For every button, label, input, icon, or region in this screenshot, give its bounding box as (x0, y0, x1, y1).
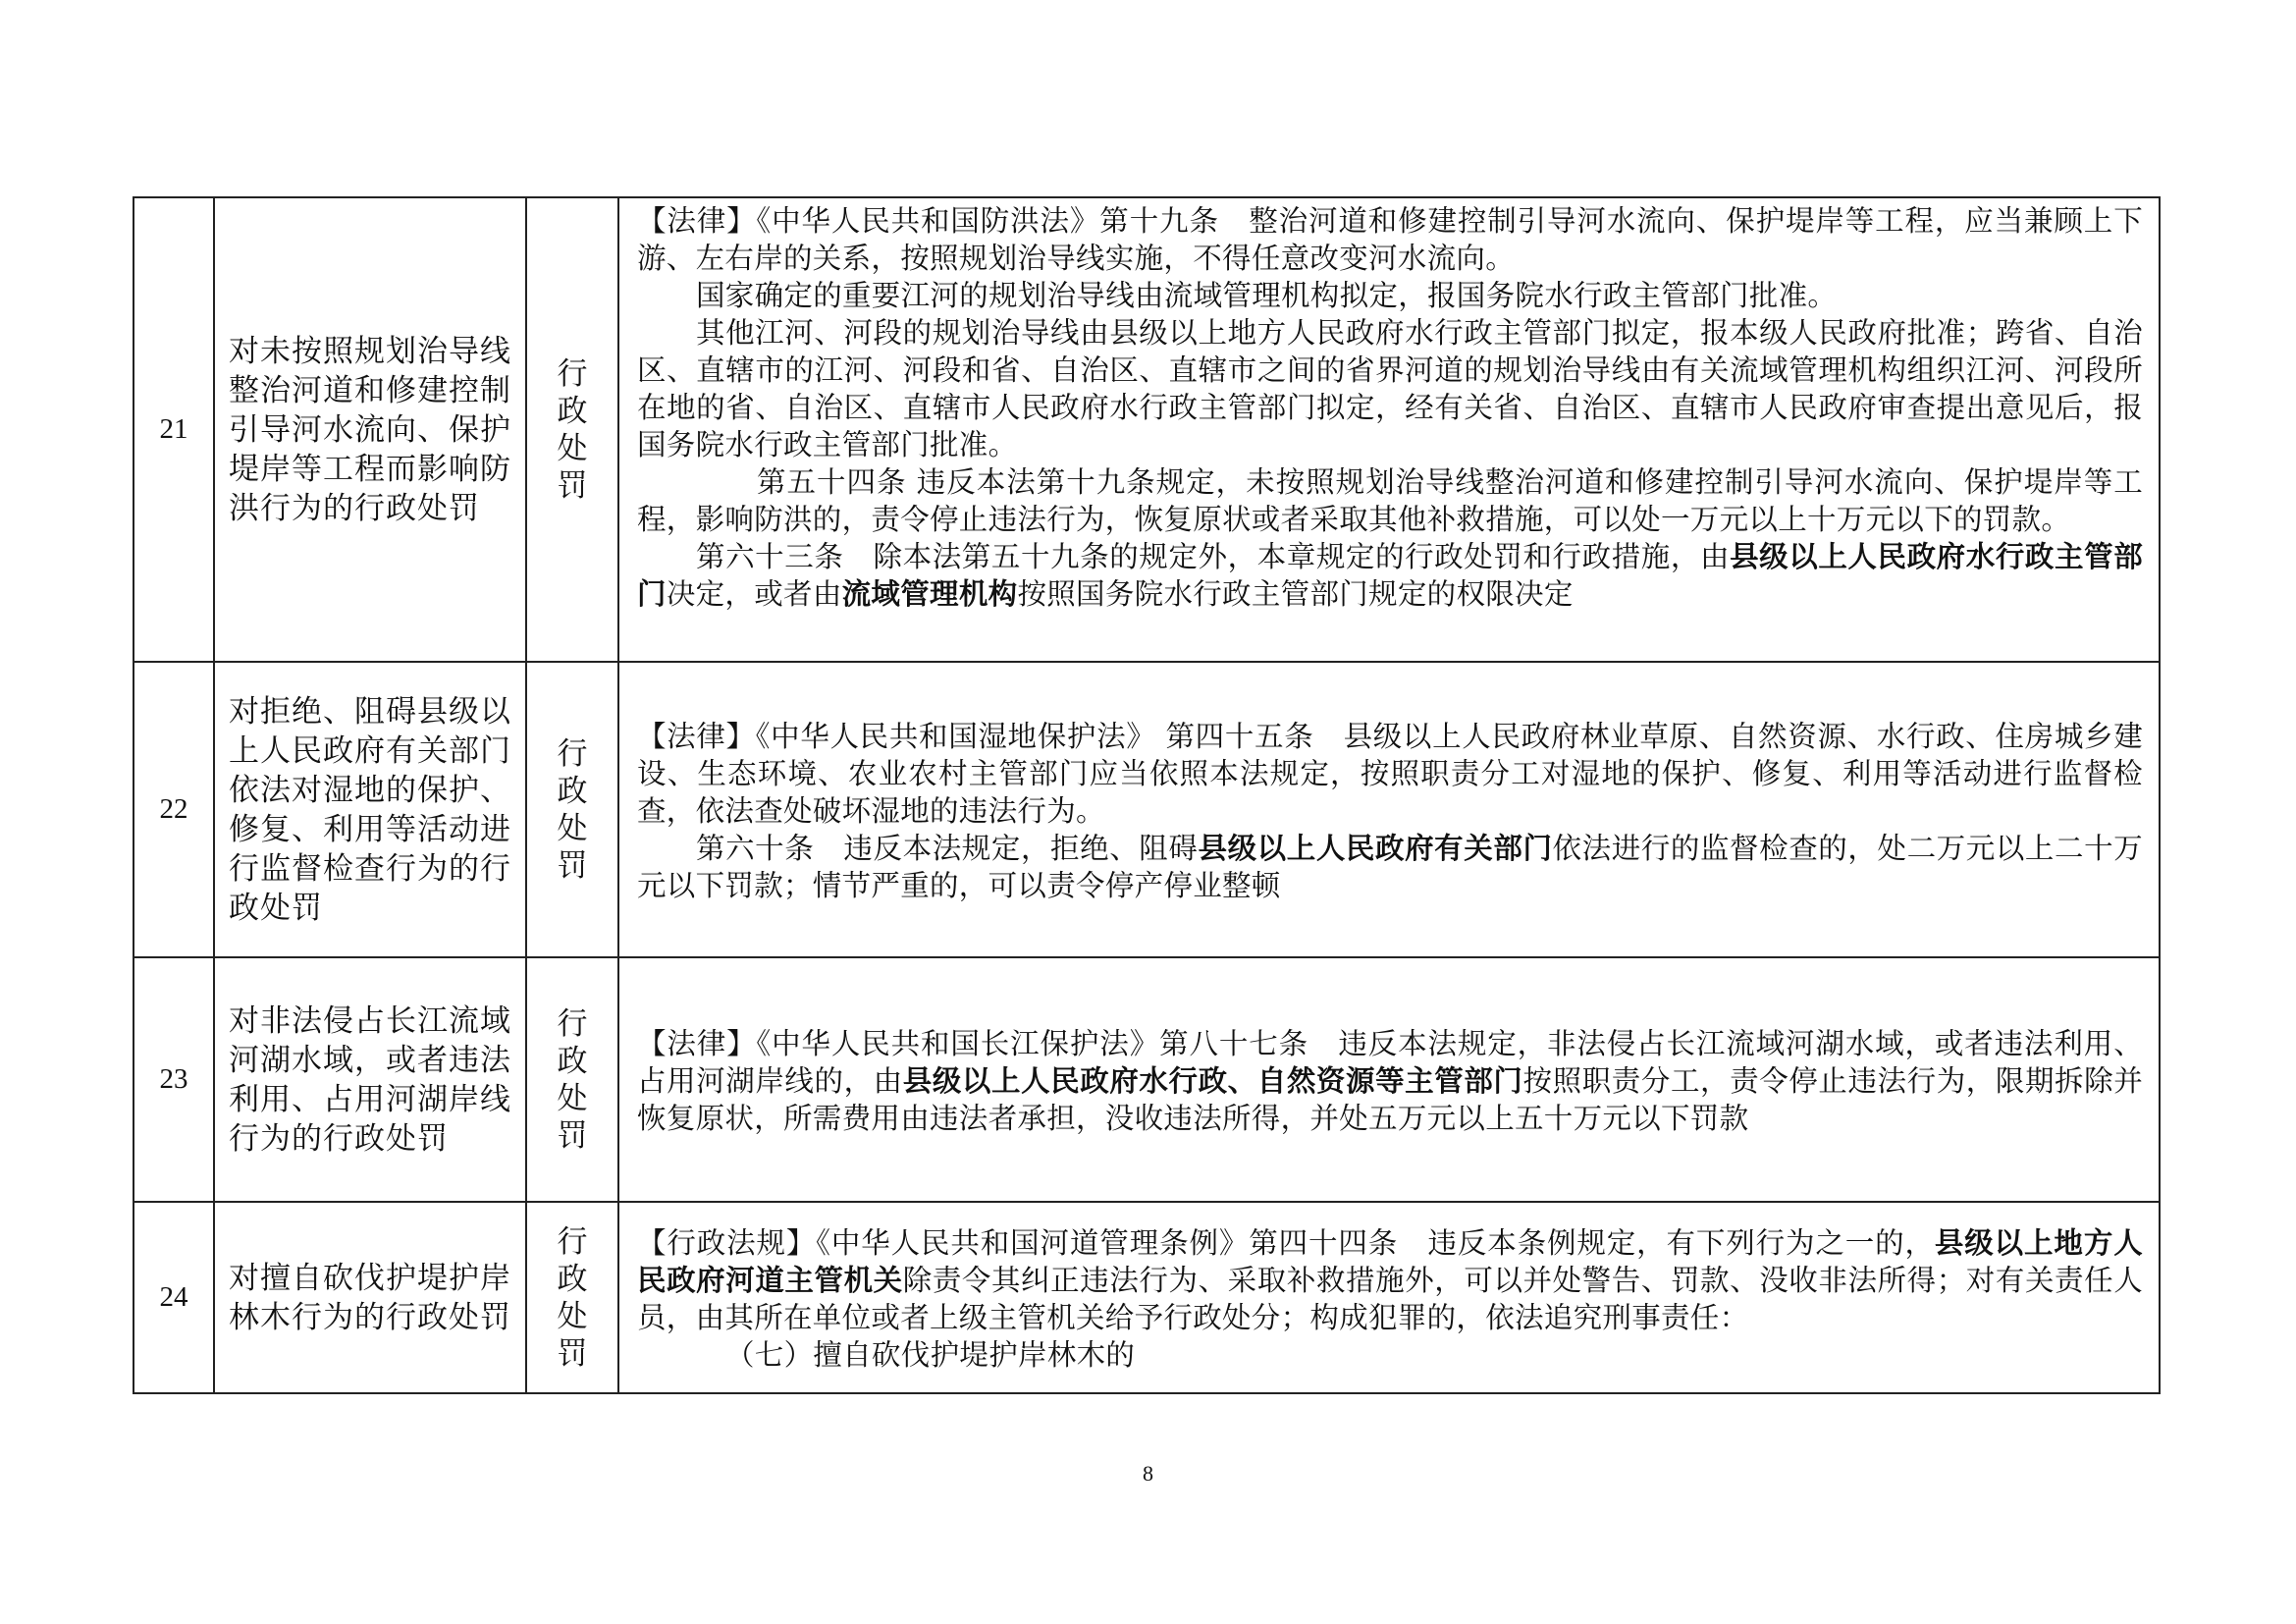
basis-paragraph (637, 1025, 2143, 1137)
basis-highlight: 县级以上人民政府有关部门 (1198, 831, 1553, 865)
basis-paragraph: 其他江河、河段的规划治导线由县级以上地方人民政府水行政主管部门拟定，报本级人民政府批准；跨省、自治区、直辖市的江河、河段和省、自治区、直辖市之间的省界河道的规划治导线由有关流域管理机构组织江河、河段所在地的省、自治区、直辖市人民政府水行政主管部门拟定，经有关省、自治区、直辖市人民政府审查提出意见后，报国务院水行政主管部门批准。 (637, 316, 2143, 461)
item-name: 对未按照规划治导线整治河道和修建控制引导河水流向、保护堤岸等工程而影响防洪行为的行政处罚 (214, 197, 526, 662)
table-row (133, 197, 2160, 662)
item-type-text: 行政处罚 (557, 1005, 588, 1154)
basis-text: 依法进行的监督检查的，处二万元以上二十万元以下罚款；情节严重的，可以责令停产停业整顿 (637, 831, 2143, 902)
item-type (526, 197, 618, 662)
basis-text: 【法律】《中华人民共和国长江保护法》第八十七条 违反本法规定，非法侵占长江流域河湖水域，或者违法利用、占用河湖岸线的，由 (637, 1026, 2143, 1098)
legal-basis (618, 197, 2160, 662)
table-row (133, 957, 2160, 1202)
item-name: 对拒绝、阻碍县级以上人民政府有关部门依法对湿地的保护、修复、利用等活动进行监督检查行为的行政处罚 (214, 662, 526, 957)
basis-paragraph: 国家确定的重要江河的规划治导线由流域管理机构拟定，报国务院水行政主管部门批准。 (696, 279, 1838, 312)
item-type (526, 662, 618, 957)
legal-basis (618, 1202, 2160, 1393)
basis-text: 【行政法规】《中华人民共和国河道管理条例》第四十四条 违反本条例规定，有下列行为之一的， (637, 1225, 1935, 1260)
basis-paragraph (637, 1224, 2143, 1336)
basis-highlight: 县级以上地方人民政府河道主管机关 (637, 1225, 2143, 1297)
basis-text: 第六十条 违反本法规定，拒绝、阻碍 (696, 831, 1199, 865)
item-type-text: 行政处罚 (557, 735, 588, 884)
table-row (133, 1202, 2160, 1393)
item-name: 对擅自砍伐护堤护岸林木行为的行政处罚 (214, 1202, 526, 1393)
basis-paragraph: （七）擅自砍伐护堤护岸林木的 (725, 1337, 1136, 1372)
row-number: 24 (133, 1202, 214, 1393)
row-number: 22 (133, 662, 214, 957)
law-enforcement-table (133, 196, 2161, 1394)
item-type-text: 行政处罚 (557, 355, 588, 504)
basis-text: 按照国务院水行政主管部门规定的权限决定 (1017, 577, 1574, 611)
legal-basis (618, 662, 2160, 957)
basis-paragraph (637, 830, 2143, 904)
basis-paragraph: 【法律】《中华人民共和国防洪法》第十九条 整治河道和修建控制引导河水流向、保护堤岸等工程，应当兼顾上下游、左右岸的关系，按照规划治导线实施，不得任意改变河水流向。 (637, 204, 2143, 275)
item-type (526, 1202, 618, 1393)
basis-text: 第六十三条 除本法第五十九条的规定外，本章规定的行政处罚和行政措施，由 (696, 540, 1731, 573)
basis-highlight: 流域管理机构 (841, 577, 1018, 611)
item-type-text: 行政处罚 (557, 1223, 588, 1372)
page-number: 8 (1143, 1461, 1153, 1486)
basis-paragraph: 第五十四条 违反本法第十九条规定，未按照规划治导线整治河道和修建控制引导河水流向、保护堤岸等工程，影响防洪的，责令停止违法行为，恢复原状或者采取其他补救措施，可以处一万元以上十万元以下的罚款。 (637, 465, 2143, 536)
basis-text: 按照职责分工，责令停止违法行为，限期拆除并恢复原状，所需费用由违法者承担，没收违法所得，并处五万元以上五十万元以下罚款 (637, 1063, 2144, 1135)
basis-highlight: 县级以上人民政府水行政主管部门 (637, 540, 2143, 611)
item-type (526, 957, 618, 1202)
basis-highlight: 县级以上人民政府水行政、自然资源等主管部门 (902, 1063, 1523, 1098)
row-number: 21 (133, 197, 214, 662)
row-number: 23 (133, 957, 214, 1202)
basis-text: 除责令其纠正违法行为、采取补救措施外，可以并处警告、罚款、没收非法所得；对有关责任人员，由其所在单位或者上级主管机关给予行政处分；构成犯罪的，依法追究刑事责任： (637, 1263, 2143, 1334)
table-row (133, 662, 2160, 957)
basis-paragraph: 【法律】《中华人民共和国湿地保护法》 第四十五条 县级以上人民政府林业草原、自然资源、水行政、住房城乡建设、生态环境、农业农村主管部门应当依照本法规定，按照职责分工对湿地的保护、修复、利用等活动进行监督检查，依法查处破坏湿地的违法行为。 (637, 719, 2143, 828)
basis-text: 决定，或者由 (666, 577, 842, 611)
basis-paragraph (637, 538, 2143, 613)
item-name: 对非法侵占长江流域河湖水域，或者违法利用、占用河湖岸线行为的行政处罚 (214, 957, 526, 1202)
legal-basis (618, 957, 2160, 1202)
